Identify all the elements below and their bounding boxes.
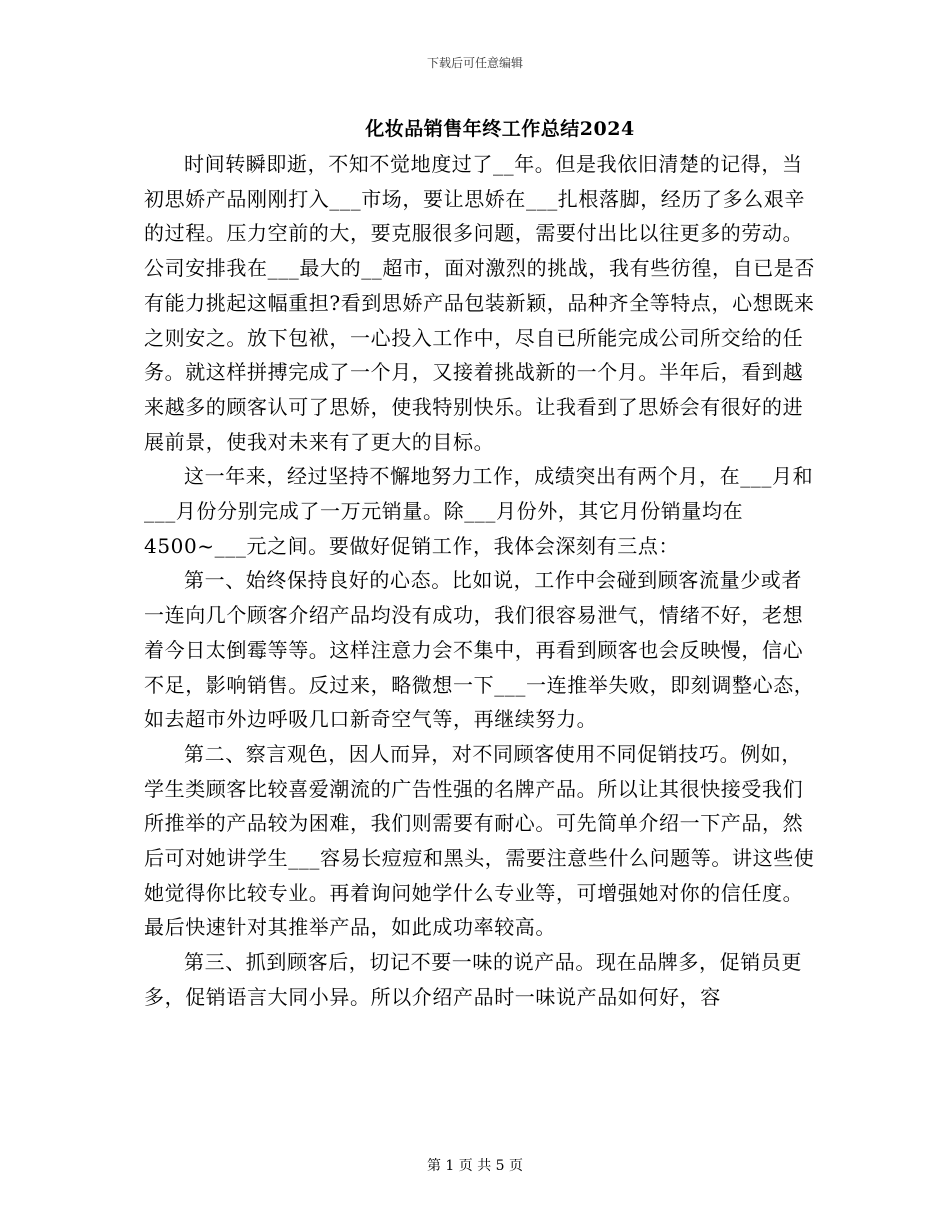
document-body — [144, 147, 816, 1015]
paragraph-point-one: 第一、始终保持良好的心态。比如说，工作中会碰到顾客流量少或者一连向几个顾客介绍产品均没有成功，我们很容易泄气，情绪不好，老想着今日太倒霉等等。这样注意力会不集中，再看到顾客也会反映慢，信心不足，影响销售。反过来，略微想一下___一连推举失败，即刻调整心态，如去超市外边呼吸几口新奇空气等，再继续努力。 — [144, 568, 815, 732]
page-footer: 第 1 页 共 5 页 — [426, 1158, 524, 1174]
header-note: 下载后可任意编辑 — [426, 56, 523, 70]
paragraph-results: 这一年来，经过坚持不懈地努力工作，成绩突出有两个月，在___月和___月份分别完成了一万元销量。除___月份外，其它月份销量均在4500~___元之间。要做好促销工作，我体会深刻有三点： — [144, 464, 814, 558]
document-title: 化妆品销售年终工作总结2024 — [365, 118, 635, 140]
paragraph-intro: 时间转瞬即逝，不知不觉地度过了__年。但是我依旧清楚的记得，当初思娇产品刚刚打入___市场，要让思娇在___扎根落脚，经历了多么艰辛的过程。压力空前的大，要克服很多问题，需要付出比以往更多的劳动。公司安排我在___最大的__超市，面对激烈的挑战，我有些彷徨，自已是否有能力挑起这幅重担?看到思娇产品包装新颖，品种齐全等特点，心想既来之则安之。放下包袱，一心投入工作中，尽自已所能完成公司所交给的任务。就这样拼搏完成了一个月，又接着挑战新的一个月。半年后，看到越来越多的顾客认可了思娇，使我特别快乐。让我看到了思娇会有很好的进展前景，使我对未来有了更大的目标。 — [144, 152, 815, 454]
paragraph-point-two: 第二、察言观色，因人而异，对不同顾客使用不同促销技巧。例如，学生类顾客比较喜爱潮流的广告性强的名牌产品。所以让其很快接受我们所推举的产品较为困难，我们则需要有耐心。可先简单介绍一下产品，然后可对她讲学生___容易长痘痘和黑头，需要注意些什么问题等。讲这些使她觉得你比较专业。再着询问她学什么专业等，可增强她对你的信任度。最后快速针对其推举产品，如此成功率较高。 — [144, 741, 815, 940]
paragraph-point-three: 第三、抓到顾客后，切记不要一味的说产品。现在品牌多，促销员更多，促销语言大同小异。所以介绍产品时一味说产品如何好，容 — [144, 950, 802, 1009]
